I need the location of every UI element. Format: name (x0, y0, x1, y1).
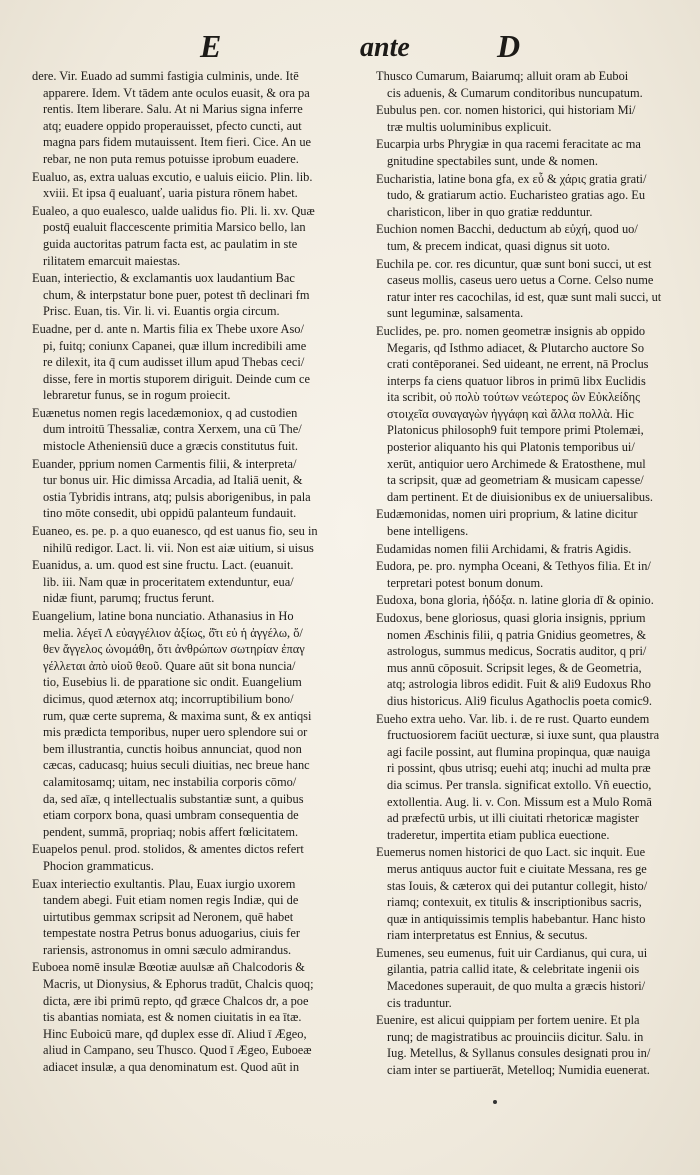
header-left-letter: E (200, 28, 222, 64)
dictionary-entry: Eueho extra ueho. Var. lib. i. de re rust. Quarto eundem fructuosiorem faciūt uecturæ, si iuxe sunt, qua plaustra agi facile possint, aut flumina propinqua, quæ nauiga ri possint, qbus utrisq; euehi atq; inuchi ad multa præ dia scimus. Per transla. significat extollo. Vñ euectio, extollentia. Aug. li. v. Con. Missum est a Mulo Romā ad præfectū urbis, ut illi ciuitati rhetoricæ magister traderetur, impertita etiam publica euectione. (376, 711, 660, 842)
dictionary-entry: Thusco Cumarum, Baiarumq; alluit oram ab Euboi cis aduenis, & Cumarum conditoribus nuncupatum. (376, 69, 643, 100)
dictionary-entry: Euchila pe. cor. res dicuntur, quæ sunt boni succi, ut est caseus mollis, caseus uero uetus a Corne. Celso nume ratur inter res cacochilas, id est, quæ sunt mali succi, ut sunt leguminæ, salsamenta. (376, 256, 662, 321)
dictionary-entry: Eubulus pen. cor. nomen historici, qui historiam Mi/ træ multis uoluminibus explicuit. (376, 103, 636, 134)
dictionary-entry: Eudamidas nomen filii Archidami, & fratris Agidis. (376, 541, 632, 556)
ink-dot (493, 1100, 497, 1104)
dictionary-entry: Eudoxa, bona gloria, ἡδόξα. n. latine gloria dī & opinio. (376, 593, 654, 608)
dictionary-entry: dere. Vir. Euado ad summi fastigia culminis, unde. Itē apparere. Idem. Vt tādem ante oculos euasit, & ora pa rentis. Item liberare. Salu. At ni Marius signa inferre atq; euadere oppido properauisset, pfecto cuncti, aut magna pars fidem mutauissent. Item fieri. Cice. An ue rebar, ne non puta remus potuisse iprobum euadere. (32, 69, 312, 166)
left-column (32, 68, 342, 1077)
dictionary-entry: Eualuo, as, extra ualuas excutio, e ualuis eiicio. Plin. lib. xviii. Et ipsa q̄ eualuanť, uaria pistura rōnem habet. (32, 169, 313, 201)
dictionary-entry: Euchion nomen Bacchi, deductum ab εὐχή, quod uo/ tum, & precem indicat, quasi dignus sit uoto. (376, 222, 638, 253)
dictionary-entry: Euboea nomē insulæ Bœotiæ auulsæ añ Chalcodoris & Macris, ut Dionysius, & Ephorus tradūt, Chalcis quoq; dicta, ære ibi primū repto, qđ græce Chalcos dr, a poe tis abantias nomiata, est & nomen ciuitatis in ea ītæ. Hinc Euboicū mare, qđ duplex esse dī. Aliud ī Ægeo, aliud in Campano, seu Thusco. Quod ī Ægeo, Euboeæ adiacet insulæ, a qua denominatum est. Quod aūt in (32, 960, 314, 1075)
dictionary-entry: Euaneo, es. pe. p. a quo euanesco, qd est uanus fio, seu in nihilū redigor. Lact. li. vii. Non est aiæ uitium, si uisus (32, 524, 318, 555)
dictionary-entry: Eucharistia, latine bona gfa, ex εὖ & χάρις gratia grati/ tudo, & gratiarum actio. Eucharisteo gratias ago. Eu charisticon, liber in quo gratiæ redduntur. (376, 171, 647, 219)
dictionary-entry: Euax interiectio exultantis. Plau, Euax iurgio uxorem tandem abegi. Fuit etiam nomen regis Indiæ, qui de uirtutibus gemmax scripsit ad Neronem, quē habet tempestate nostra Petrus bonus aduogarius, ciuis fer rariensis, astronomus in omni sæculo admirandus. (32, 876, 301, 957)
dictionary-entry: Euander, pprium nomen Carmentis filii, & interpreta/ tur bonus uir. Hic dimissa Arcadia, ad Italiā uenit, & ostia Tybridis intrans, atq; pulsis aborigenibus, in pala tino mōte consedit, ubi oppidū palanteum fundauit. (32, 456, 311, 521)
dictionary-entry: Euclides, pe. pro. nomen geometræ insignis ab oppido Megaris, qđ Isthmo adiacet, & Plutarcho auctore So crati contēporanei. Sed uideant, ne errent, nā Proclus interps fa ciens quatuor libros in primū libx Euclidis ita scribit, οὐ πολὺ τούτων νεώτερος ὢν Εὐκλείδης στοιχεῖα συναγαγὼν ἠγγάφη καὶ ἄλλα πολλὰ. Hic Platonicus philosoph9 fuit tempore primi Ptolemæi, posterior aliquanto his qui Platonis temporibus ui/ xerūt, antiquior uero Archimede & Eratosthene, mul ta scripsit, quæ ad geometriam & musicam capesse/ dam pertinent. Et de diuisionibus ex de uniuersalibus. (376, 323, 654, 504)
dictionary-entry: Euænetus nomen regis lacedæmoniox, q ad custodien dum introitū Thessaliæ, contra Xerxem, una cū The/ mistocle Atheniensiū duce a græcis constitutus fuit. (32, 405, 302, 454)
dictionary-entry: Eudora, pe. pro. nympha Oceani, & Tethyos filia. Et in/ terpretari potest bonum donum. (376, 559, 651, 590)
dictionary-entry: Eudoxus, bene gloriosus, quasi gloria insignis, pprium nomen Æschinis filii, q patria Gnidius geometres, & astrologus, summus medicus, Socratis auditor, q pri/ mus annū cōposuit. Scripsit leges, & de Geometria, atq; astrologia libros edidit. Fuit & ali9 Eudoxus Rho dius historicus. Ali9 ficulus Agathoclis poeta comic9. (376, 611, 652, 708)
header-right-letter: D (497, 28, 521, 64)
dictionary-entry: Eualeo, a quo eualesco, ualde ualidus fio. Pli. li. xv. Quæ postq̄ eualuit flaccescente primitia Marsico bello, lan guida auctoritas patrum facta est, ac paulatim in ste rilitatem emarcuit maiestas. (32, 203, 315, 268)
dictionary-entry: Eumenes, seu eumenus, fuit uir Cardianus, qui cura, ui gilantia, patria callid itate, & celebritate ingenii ois Macedones superauit, de quo multa a græcis histori/ cis traduntur. (376, 945, 648, 1010)
dictionary-entry: Eucarpia urbs Phrygiæ in qua racemi feracitate ac ma gnitudine spectabiles sunt, unde & nomen. (376, 137, 641, 168)
dictionary-entry: Euanidus, a. um. quod est sine fructu. Lact. (euanuit. lib. iii. Nam quæ in proceritatem extenduntur, eua/ nidæ fiunt, parumq; fructus ferunt. (32, 558, 294, 606)
header-center-word: ante (360, 32, 410, 63)
running-header (0, 28, 700, 68)
dictionary-entry: Euemerus nomen historici de quo Lact. sic inquit. Eue merus antiquus auctor fuit e ciuitate Messana, res ge stas Iouis, & cæterox qui dei putantur collegit, histo/ riamq; contexuit, ex titulis & inscriptionibus sacris, quæ in antiquissimis templis habebantur. Hanc histo riam interpretatus est Ennius, & secutus. (376, 845, 648, 943)
dictionary-entry: Eudæmonidas, nomen uiri proprium, & latine dicitur bene intelligens. (376, 507, 638, 539)
right-column (376, 68, 682, 1080)
dictionary-entry: Euadne, per d. ante n. Martis filia ex Thebe uxore Aso/ pi, fuitq; coniunx Capanei, quæ illum incredibili ame re dilexit, ita q̄ cum audisset illum apud Thebas ceci/ disse, fere in mortis stuporem diriguit. Deinde cum ce lebraretur funus, se in rogum proiecit. (32, 321, 311, 403)
dictionary-entry: Euapelos penul. prod. stolidos, & amentes dictos refert Phocion grammaticus. (32, 842, 304, 873)
dictionary-entry: Euangelium, latine bona nunciatio. Athanasius in Ho melia. λέγεῑ Λ εὐαγγέλιον ἀξίως, ὅ͂τι εὐ ἡ ἀγγέλω, ὅ/ θεν ἄγγελος ὠνομάθη, ὅτι ἀνθρώπων σωτηρίαν ἐπαγ γέλλεται ἀπὸ υἱοῦ θεοῦ. Quare aūt sit bona nuncia/ tio, Eusebius li. de pparatione sic ondit. Euangelium dicimus, quod æternox atq; incorruptibilium bono/ rum, quæ certe suprema, & maxima sunt, & ex antiqsi mis prædicta temporibus, nuper uero splendore sui or bem illustrantia, cunctis hoibus annunciat, quod non cæcas, caducasq; huius seculi diuitias, nec breue hanc calamitosamq; uitam, nec instabilia corporis cōmo/ da, sed aīæ, q intellectualis substantiæ sunt, a quibus etiam corporx bona, quasi umbram consequentia de pendent, summā, propriaq; nobis affert fœlicitatem. (32, 609, 312, 839)
dictionary-entry: Euenire, est alicui quippiam per fortem uenire. Et pla runq; de magistratibus ac prouinciis dicitur. Salu. in Iug. Metellus, & Syllanus consules designati prou in/ ciam inter se partiuerāt, Metelloq; Numidia euenerat. (376, 1013, 651, 1078)
dictionary-entry: Euan, interiectio, & exclamantis uox laudantium Bac chum, & interpstatur bone puer, potest tñ declinari fm Prisc. Euan, tis. Vir. li. vi. Euantis orgia circum. (32, 271, 310, 319)
